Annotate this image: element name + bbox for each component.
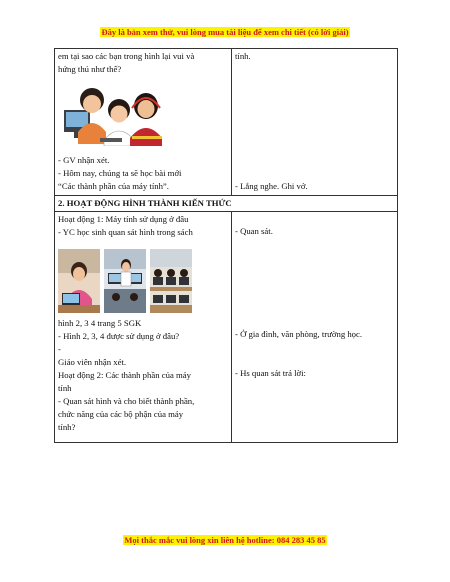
text-line: hứng thú như thế?	[58, 64, 122, 74]
text-line: tính?	[58, 422, 76, 432]
children-at-computer-illustration	[62, 80, 174, 146]
text-line: -	[58, 344, 61, 354]
section-heading-row	[55, 196, 398, 212]
teacher-activity-cell	[55, 49, 232, 196]
student-activity-cell	[232, 212, 398, 443]
photo-strip	[58, 249, 228, 313]
office-computer-photo	[104, 249, 146, 313]
text-line: tính	[58, 383, 72, 393]
text-line: - Ở gia đình, văn phòng, trường học.	[235, 329, 363, 339]
text-line: Hoạt động 1: Máy tính sử dụng ở đâu	[58, 214, 189, 224]
text-line: “Các thành phần của máy tính”.	[58, 181, 169, 191]
text-line: chức năng của các bộ phận của máy	[58, 409, 184, 419]
text-line: - Hình 2, 3, 4 được sử dụng ở đâu?	[58, 331, 180, 341]
home-computer-photo	[58, 249, 100, 313]
text-line: - Quan sát.	[235, 226, 273, 236]
text-line: Giáo viên nhận xét.	[58, 357, 127, 367]
table-row	[55, 212, 398, 443]
text-line: - YC học sinh quan sát hình trong sách	[58, 227, 193, 237]
text-line: - Hôm nay, chúng ta sẽ học bài mới	[58, 168, 182, 178]
teacher-activity-cell	[55, 212, 232, 443]
text-line: em tại sao các bạn trong hình lại vui và	[58, 51, 195, 61]
text-line: hình 2, 3 4 trang 5 SGK	[58, 318, 142, 328]
section-title: 2. HOẠT ĐỘNG HÌNH THÀNH KIẾN THỨC	[55, 196, 398, 212]
table-row	[55, 49, 398, 196]
preview-notice-banner: Đây là bản xem thử, vui lòng mua tài liệu để xem chi tiết (có lời giải)	[101, 27, 349, 37]
text-line: Hoạt động 2: Các thành phần của máy	[58, 370, 191, 380]
text-line: - GV nhận xét.	[58, 155, 110, 165]
text-line: tính.	[235, 51, 251, 61]
text-line: - Quan sát hình và cho biết thành phần,	[58, 396, 195, 406]
student-activity-cell	[232, 49, 398, 196]
lesson-plan-table	[54, 48, 398, 443]
text-line: - Lắng nghe. Ghi vở.	[235, 181, 308, 191]
school-computer-room-photo	[150, 249, 192, 313]
text-line: - Hs quan sát trả lời:	[235, 368, 306, 378]
hotline-banner: Mọi thắc mắc vui lòng xin liên hệ hotline: 084 283 45 85	[124, 535, 326, 545]
